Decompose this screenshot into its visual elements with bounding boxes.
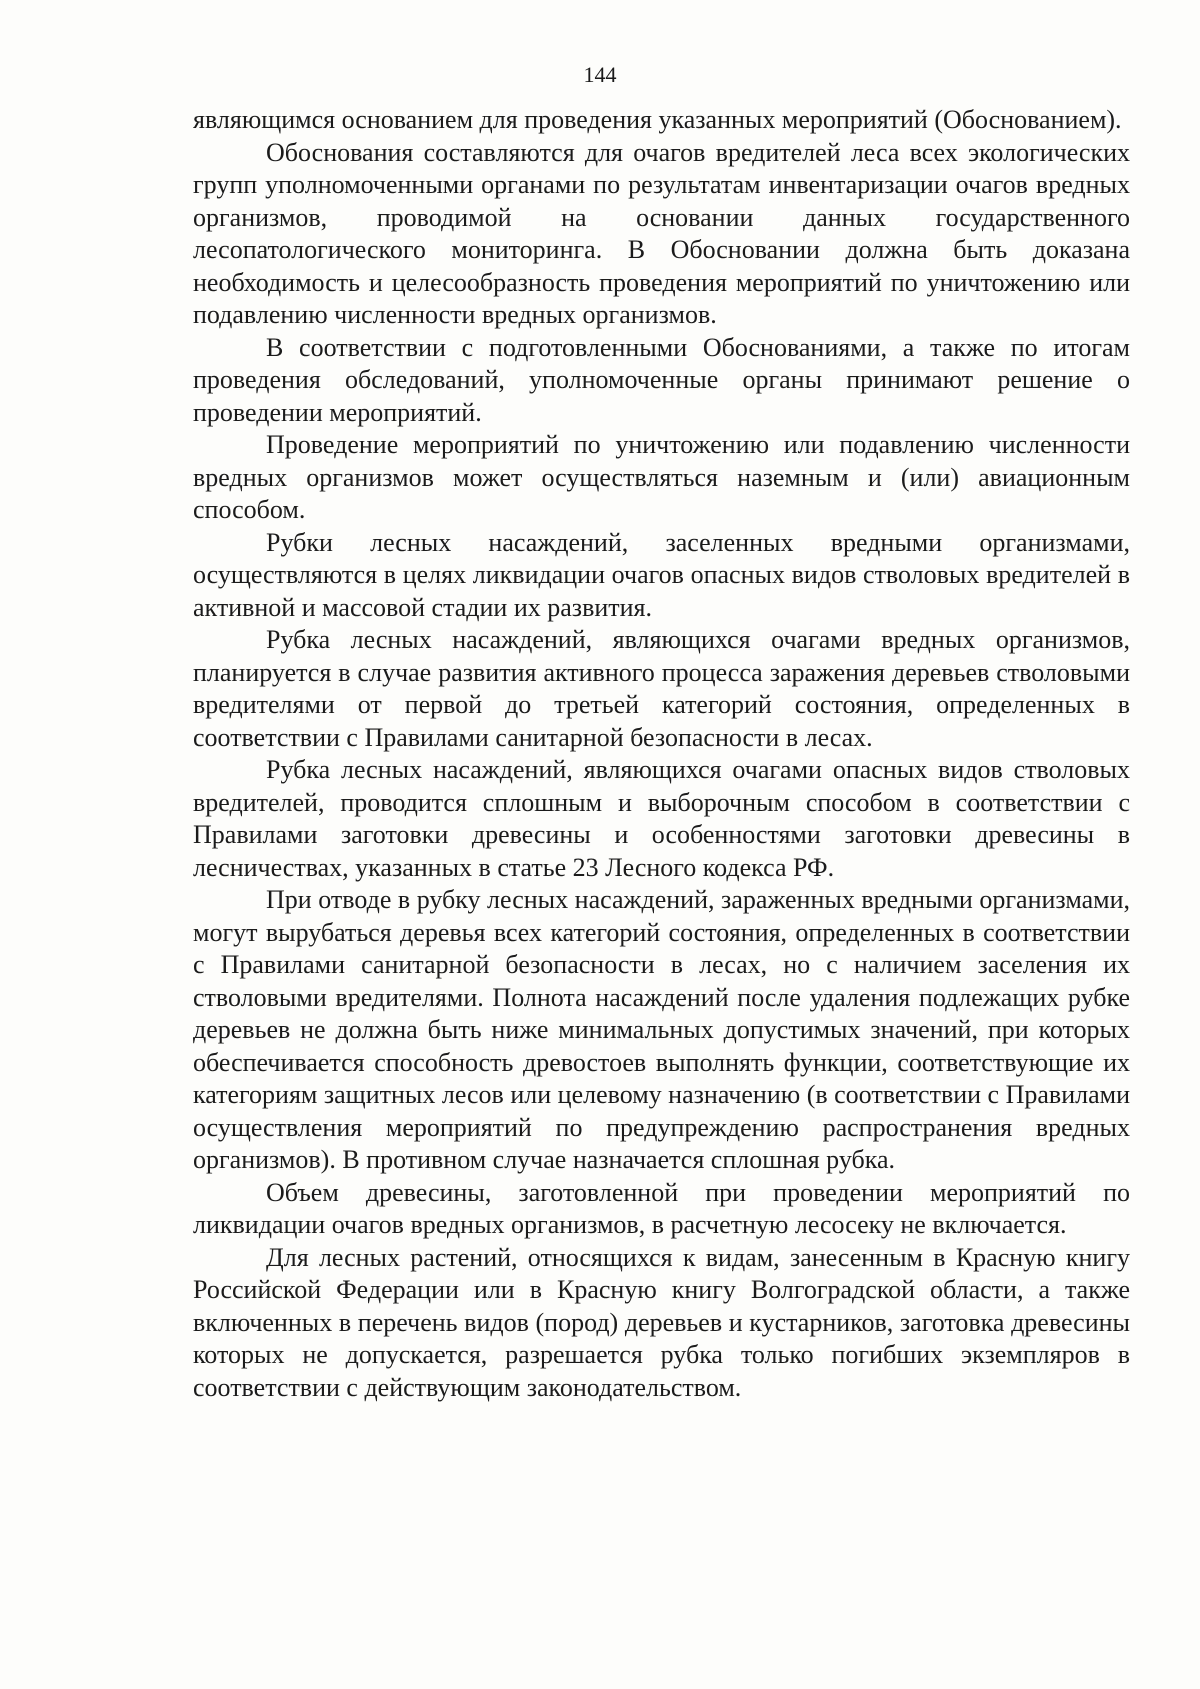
paragraph: При отводе в рубку лесных насаждений, зараженных вредными организмами, могут вырубаться деревья всех категорий состояния, определенных в соответствии с Правилами санитарной безопасности в лесах, но с наличием заселения их стволовыми вредителями. Полнота насаждений после удаления подлежащих рубке деревьев не должна быть ниже минимальных допустимых значений, при которых обеспечивается способность древостоев выполнять функции, соответствующие их категориям защитных лесов или целевому назначению (в соответствии с Правилами осуществления мероприятий по предупреждению распространения вредных организмов). В противном случае назначается сплошная рубка.	[193, 885, 1130, 1174]
paragraph: Обоснования составляются для очагов вредителей леса всех экологических групп уполномоченными органами по результатам инвентаризации очагов вредных организмов, проводимой на основании данных государственного лесопатологического мониторинга. В Обосновании должна быть доказана необходимость и целесообразность проведения мероприятий по уничтожению или подавлению численности вредных организмов.	[193, 137, 1130, 329]
paragraph: Для лесных растений, относящихся к видам, занесенным в Красную книгу Российской Федерации или в Красную книгу Волгоградской области, а также включенных в перечень видов (пород) деревьев и кустарников, заготовка древесины которых не допускается, разрешается рубка только погибших экземпляров в соответствии с действующим законодательством.	[193, 1242, 1130, 1402]
paragraph: Рубка лесных насаждений, являющихся очагами опасных видов стволовых вредителей, проводится сплошным и выборочным способом в соответствии с Правилами заготовки древесины и особенностями заготовки древесины в лесничествах, указанных в статье 23 Лесного кодекса РФ.	[193, 755, 1130, 882]
paragraph: являющимся основанием для проведения указанных мероприятий (Обоснованием).	[193, 105, 1122, 134]
paragraph: Объем древесины, заготовленной при проведении мероприятий по ликвидации очагов вредных организмов, в расчетную лесосеку не включается.	[193, 1177, 1130, 1239]
body-text	[193, 104, 1130, 1404]
paragraph: Рубка лесных насаждений, являющихся очагами вредных организмов, планируется в случае развития активного процесса заражения деревьев стволовыми вредителями от первой до третьей категорий состояния, определенных в соответствии с Правилами санитарной безопасности в лесах.	[193, 625, 1130, 752]
paragraph: Проведение мероприятий по уничтожению или подавлению численности вредных организмов может осуществляться наземным и (или) авиационным способом.	[193, 430, 1130, 524]
paragraph: В соответствии с подготовленными Обоснованиями, а также по итогам проведения обследований, уполномоченные органы принимают решение о проведении мероприятий.	[193, 332, 1130, 427]
page-number: 144	[583, 62, 617, 87]
paragraph: Рубки лесных насаждений, заселенных вредными организмами, осуществляются в целях ликвидации очагов опасных видов стволовых вредителей в активной и массовой стадии их развития.	[193, 527, 1130, 622]
